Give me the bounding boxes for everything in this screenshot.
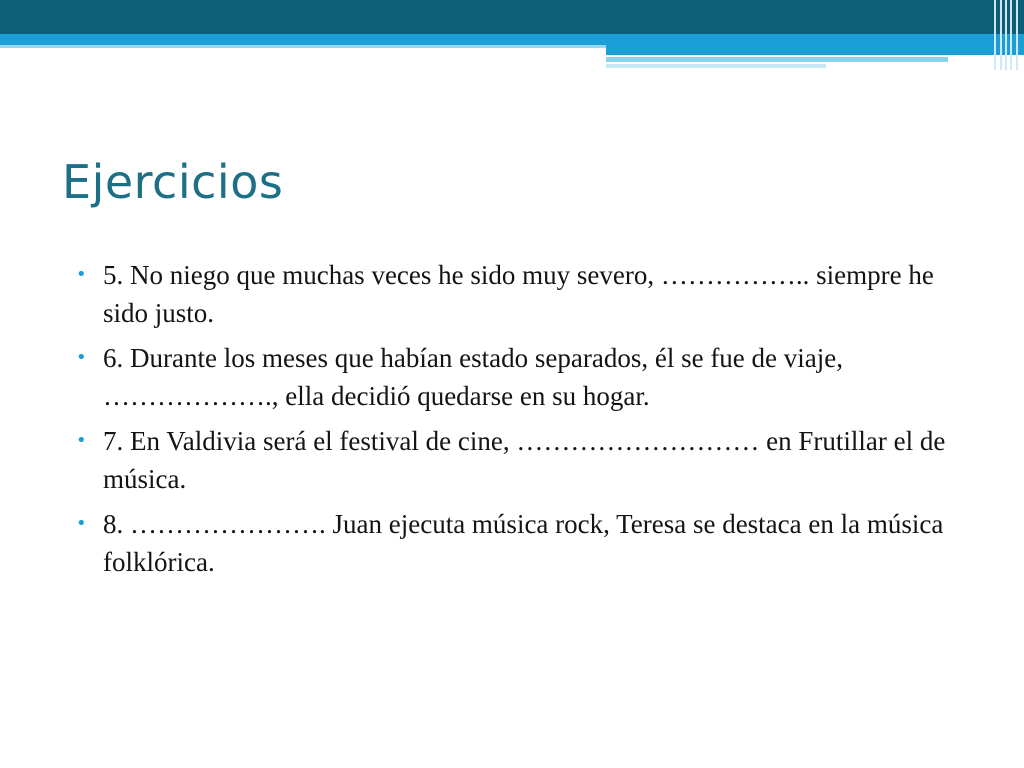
header-accent-band	[0, 34, 1024, 45]
header-strip-1	[606, 45, 1024, 55]
list-item	[76, 339, 976, 415]
bullet-icon: •	[76, 513, 87, 534]
bullet-icon: •	[76, 264, 87, 285]
bullet-icon: •	[76, 430, 87, 451]
slide-title: Ejercicios	[62, 155, 284, 209]
header-strip-2	[606, 57, 948, 62]
list-item	[76, 505, 976, 581]
list-item	[76, 256, 976, 332]
list-item-text: 7. En Valdivia será el festival de cine, ……………………… en Frutillar el de música.	[103, 426, 946, 494]
list-item-text: 5. No niego que muchas veces he sido muy severo, …………….. siempre he sido justo.	[103, 260, 934, 328]
list-item-text: 8. …………………. Juan ejecuta música rock, Teresa se destaca en la música folklórica.	[103, 509, 944, 577]
header-strip-3	[606, 64, 826, 68]
list-item	[76, 422, 976, 498]
bullet-list	[76, 256, 976, 588]
bullet-icon: •	[76, 347, 87, 368]
header-band	[0, 0, 1024, 34]
header-vertical-lines	[992, 0, 1024, 70]
list-item-text: 6. Durante los meses que habían estado separados, él se fue de viaje, ………………., ella decidió quedarse en su hogar.	[103, 343, 843, 411]
